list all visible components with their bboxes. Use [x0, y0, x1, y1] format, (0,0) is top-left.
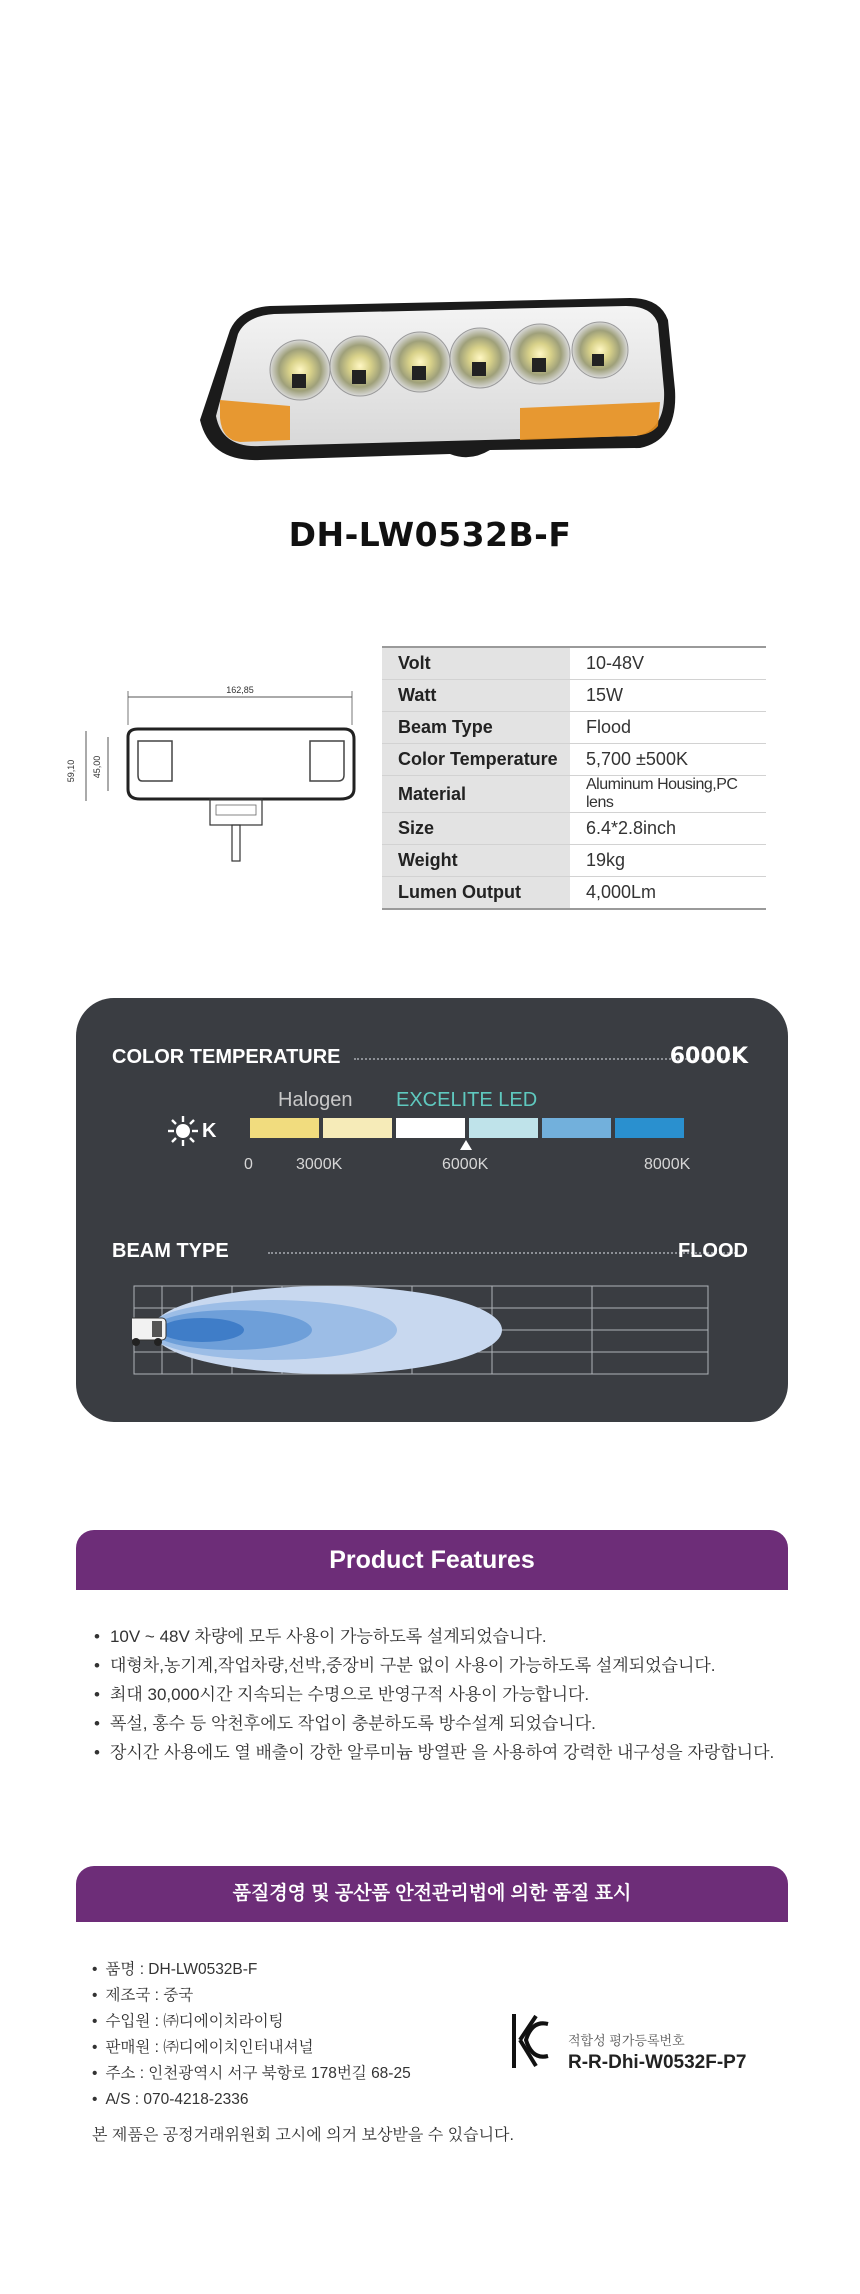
- drawing-inner-height-label: 45,00: [92, 755, 102, 779]
- spec-table: [382, 646, 766, 910]
- list-item: • 폭설, 홍수 등 악천후에도 작업이 충분하도록 방수설계 되었습니다.: [94, 1709, 814, 1738]
- scale-segment: [323, 1118, 392, 1138]
- spec-value: 6.4*2.8inch: [570, 813, 766, 845]
- compensation-notice: 본 제품은 공정거래위원회 고시에 의거 보상받을 수 있습니다.: [92, 2127, 514, 2144]
- spec-key: Lumen Output: [382, 877, 570, 910]
- scale-segment: [250, 1118, 319, 1138]
- tick-label: 8000K: [644, 1156, 691, 1173]
- list-item: • 제조국 : 중국: [92, 1983, 411, 2009]
- scale-segment: [469, 1118, 538, 1138]
- spec-row: [382, 813, 766, 845]
- beam-type-value: FLOOD: [678, 1240, 748, 1262]
- list-item: • 판매원 : ㈜디에이치인터내셔널: [92, 2035, 411, 2061]
- spec-row: [382, 845, 766, 877]
- list-item: • 최대 30,000시간 지속되는 수명으로 반영구적 사용이 가능합니다.: [94, 1680, 814, 1709]
- scale-pointer: [460, 1140, 472, 1150]
- spec-row: [382, 680, 766, 712]
- features-list: [94, 1622, 814, 1767]
- quality-header: 품질경영 및 공산품 안전관리법에 의한 품질 표시: [76, 1866, 788, 1922]
- spec-key: Watt: [382, 680, 570, 712]
- dimension-drawing: [60, 685, 380, 865]
- kc-certification-icon: [510, 2010, 552, 2072]
- spec-key: Size: [382, 813, 570, 845]
- tick-label: 6000K: [442, 1156, 489, 1173]
- kc-label: 적합성 평가등록번호: [568, 2033, 685, 2048]
- spec-key: Color Temperature: [382, 744, 570, 776]
- color-temperature-scale: [250, 1118, 684, 1138]
- halogen-label: Halogen: [278, 1089, 353, 1111]
- spec-value: 4,000Lm: [570, 877, 766, 910]
- spec-row: [382, 744, 766, 776]
- product-image: [190, 290, 690, 480]
- beam-pattern-diagram: [132, 1284, 732, 1380]
- spec-value: 5,700 ±500K: [570, 744, 766, 776]
- kelvin-unit-label: K: [202, 1120, 217, 1142]
- quality-list: [92, 1957, 411, 2113]
- spec-row: [382, 877, 766, 910]
- sun-icon: [166, 1114, 200, 1148]
- spec-value: Flood: [570, 712, 766, 744]
- spec-row: [382, 776, 766, 813]
- scale-segment: [615, 1118, 684, 1138]
- kc-registration-number: R-R-Dhi-W0532F-P7: [568, 2052, 747, 2073]
- color-temperature-title: COLOR TEMPERATURE: [112, 1046, 341, 1068]
- color-temperature-value: 6000K: [669, 1044, 748, 1069]
- scale-segment: [396, 1118, 465, 1138]
- performance-panel: [76, 998, 788, 1422]
- spec-row: [382, 647, 766, 680]
- tick-label: 0: [244, 1156, 253, 1173]
- product-model: DH-LW0532B-F: [288, 515, 572, 554]
- beam-type-title: BEAM TYPE: [112, 1240, 229, 1262]
- list-item: • A/S : 070-4218-2336: [92, 2087, 411, 2113]
- list-item: • 장시간 사용에도 열 배출이 강한 알루미늄 방열판 을 사용하여 강력한 내구성을 자랑합니다.: [94, 1738, 814, 1767]
- tick-label: 3000K: [296, 1156, 343, 1173]
- spec-key: Weight: [382, 845, 570, 877]
- list-item: • 주소 : 인천광역시 서구 북항로 178번길 68-25: [92, 2061, 411, 2087]
- dotted-leader: [268, 1252, 736, 1254]
- features-header: Product Features: [76, 1530, 788, 1590]
- spec-key: Volt: [382, 647, 570, 680]
- list-item: • 품명 : DH-LW0532B-F: [92, 1957, 411, 1983]
- spec-key: Material: [382, 776, 570, 813]
- spec-value: Aluminum Housing,PC lens: [570, 776, 766, 813]
- list-item: • 수입원 : ㈜디에이치라이팅: [92, 2009, 411, 2035]
- spec-row: [382, 712, 766, 744]
- spec-key: Beam Type: [382, 712, 570, 744]
- vehicle-icon: [132, 1318, 166, 1346]
- list-item: • 대형차,농기계,작업차량,선박,중장비 구분 없이 사용이 가능하도록 설계되었습니다.: [94, 1651, 814, 1680]
- spec-value: 19kg: [570, 845, 766, 877]
- spec-value: 15W: [570, 680, 766, 712]
- drawing-width-label: 162,85: [226, 685, 254, 695]
- scale-segment: [542, 1118, 611, 1138]
- list-item: • 10V ~ 48V 차량에 모두 사용이 가능하도록 설계되었습니다.: [94, 1622, 814, 1651]
- drawing-outer-height-label: 59,10: [66, 759, 76, 783]
- spec-value: 10-48V: [570, 647, 766, 680]
- led-label: EXCELITE LED: [396, 1089, 538, 1111]
